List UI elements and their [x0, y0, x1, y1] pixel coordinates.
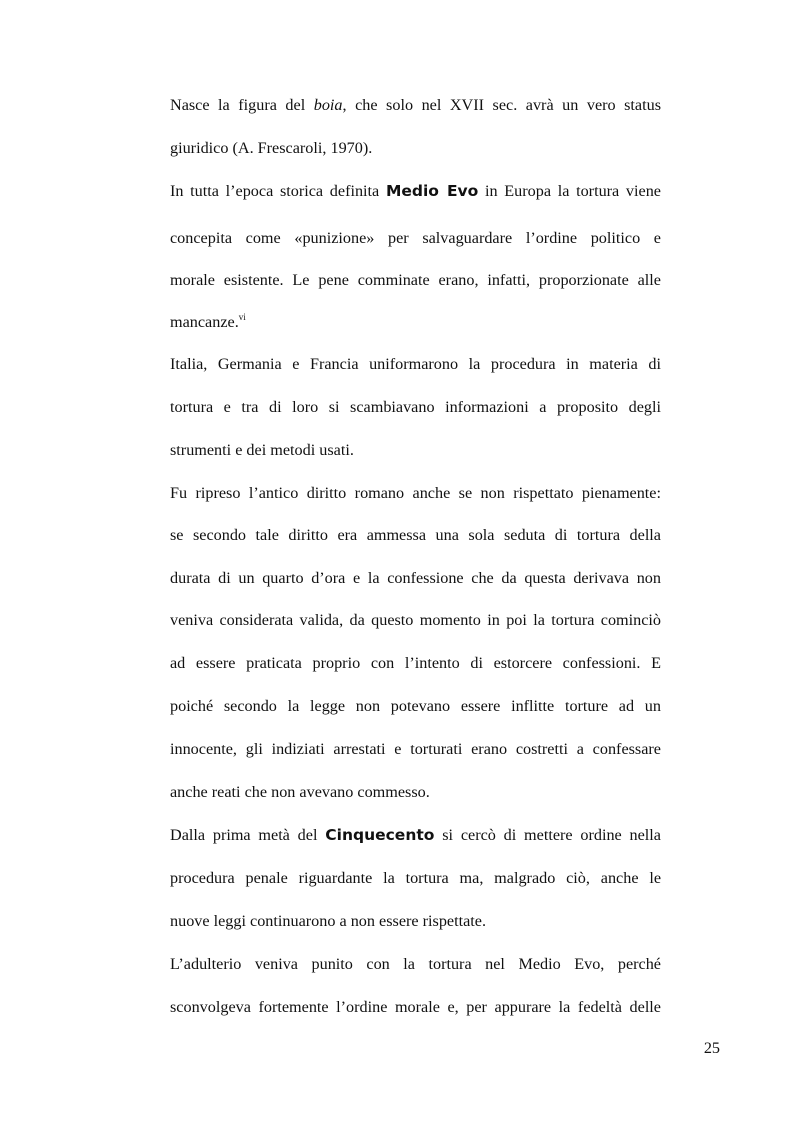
- text-run: tortura e tra di loro si scambiavano informazioni a proposito degli: [170, 398, 661, 416]
- text-line: [170, 440, 661, 460]
- text-run: In tutta l’epoca storica definita: [170, 182, 386, 200]
- italic-term: boia: [313, 96, 343, 114]
- text-line: [170, 270, 661, 290]
- text-run: in Europa la tortura viene: [478, 182, 661, 200]
- text-run: morale esistente. Le pene comminate erano, infatti, proporzionate alle: [170, 271, 661, 289]
- text-line: [170, 312, 661, 332]
- text-line: [170, 739, 661, 759]
- text-line: [170, 696, 661, 716]
- page-number: 25: [703, 1039, 720, 1057]
- text-line: [170, 181, 661, 201]
- text-run: nuove leggi continuarono a non essere rispettate.: [170, 912, 487, 930]
- text-run: sconvolgeva fortemente l’ordine morale e, per appurare la fedeltà delle: [170, 998, 661, 1016]
- text-run: mancanze.: [170, 313, 239, 331]
- text-run: strumenti e dei metodi usati.: [170, 441, 354, 459]
- text-line: [170, 397, 661, 417]
- text-line: [170, 868, 661, 888]
- text-run: L’adulterio veniva punito con la tortura nel Medio Evo, perché: [170, 955, 661, 973]
- text-line: [170, 825, 661, 845]
- text-line: [170, 483, 661, 503]
- text-line: [170, 138, 661, 158]
- text-run: anche reati che non avevano commesso.: [170, 783, 430, 801]
- text-run: Italia, Germania e Francia uniformarono la procedura in materia di: [170, 355, 661, 373]
- bold-term: Cinquecento: [325, 826, 435, 844]
- text-line: [170, 525, 661, 545]
- text-run: durata di un quarto d’ora e la confessione che da questa derivava non: [170, 569, 661, 587]
- text-run: Dalla prima metà del: [170, 826, 326, 844]
- text-run: si cercò di mettere ordine nella: [434, 826, 661, 844]
- text-run: , che solo nel XVII sec. avrà un vero status: [342, 96, 662, 114]
- text-run: Fu ripreso l’antico diritto romano anche se non rispettato pienamente:: [170, 484, 661, 502]
- text-line: [170, 95, 661, 115]
- text-line: [170, 228, 661, 248]
- text-line: [170, 610, 661, 630]
- text-line: [170, 954, 661, 974]
- text-line: [170, 997, 661, 1017]
- text-run: procedura penale riguardante la tortura ma, malgrado ciò, anche le: [170, 869, 661, 887]
- text-line: [170, 653, 661, 673]
- text-line: [170, 354, 661, 374]
- text-run: poiché secondo la legge non potevano essere inflitte torture ad un: [170, 697, 661, 715]
- footnote-marker: vi: [238, 312, 246, 322]
- text-run: se secondo tale diritto era ammessa una sola seduta di tortura della: [170, 526, 661, 544]
- text-line: [170, 568, 661, 588]
- text-line: [170, 911, 661, 931]
- text-run: veniva considerata valida, da questo momento in poi la tortura cominciò: [170, 611, 661, 629]
- bold-term: Medio Evo: [385, 182, 479, 200]
- text-run: Nasce la figura del: [170, 96, 314, 114]
- text-line: [170, 782, 661, 802]
- text-run: concepita come «punizione» per salvaguardare l’ordine politico e: [170, 229, 661, 247]
- text-run: innocente, gli indiziati arrestati e torturati erano costretti a confessare: [170, 740, 661, 758]
- text-run: giuridico (A. Frescaroli, 1970).: [170, 139, 373, 157]
- text-run: ad essere praticata proprio con l’intento di estorcere confessioni. E: [170, 654, 661, 672]
